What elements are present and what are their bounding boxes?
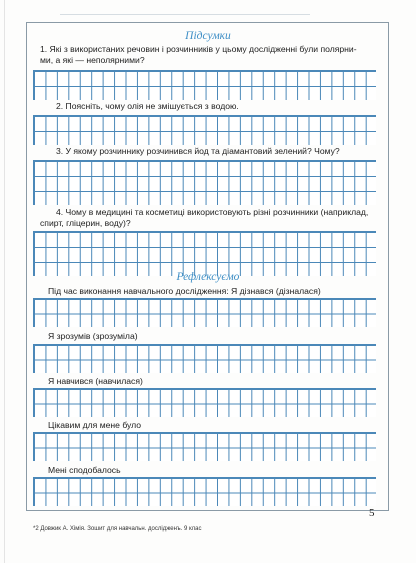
answer-grid-4[interactable] xyxy=(33,231,376,276)
question-4-line-2: спирт, гліцерин, воду)? xyxy=(40,218,131,228)
answer-grid-learned-to[interactable] xyxy=(33,388,376,417)
prompt-understood: Я зрозумів (зрозуміла) xyxy=(48,331,138,341)
answer-grid-understood[interactable] xyxy=(33,344,376,373)
top-strip xyxy=(60,0,310,15)
summary-heading: Підсумки xyxy=(185,30,231,42)
answer-grid-3[interactable] xyxy=(33,160,376,205)
reflection-heading: Рефлексуємо xyxy=(176,271,240,283)
question-1-line-2: ми, а які — неполярними? xyxy=(40,55,145,65)
answer-grid-2[interactable] xyxy=(33,115,376,145)
answer-grid-learned[interactable] xyxy=(33,298,376,327)
answer-grid-liked[interactable] xyxy=(33,477,376,506)
prompt-learned: Під час виконання навчального дослідження: Я дізнався (дізналася) xyxy=(48,286,321,296)
page-number: 5 xyxy=(369,507,375,519)
footer-note: *2 Довжик А. Хімія. Зошит для навчальн. дослідженъ. 9 клас xyxy=(33,526,202,532)
question-4-line-1: 4. Чому в медицині та косметиці використовують різні розчинники (наприклад, xyxy=(56,207,369,217)
prompt-interesting: Цікавим для мене було xyxy=(48,420,142,430)
prompt-liked: Мені сподобалось xyxy=(48,465,121,475)
answer-grid-interesting[interactable] xyxy=(33,432,376,461)
prompt-learned-to: Я навчився (навчилася) xyxy=(48,376,143,386)
question-2: 2. Поясніть, чому олія не змішується з водою. xyxy=(56,101,239,111)
answer-grid-1[interactable] xyxy=(33,70,376,100)
question-3: 3. У якому розчиннику розчинився йод та діамантовий зелений? Чому? xyxy=(56,146,340,156)
question-1-line-1: 1. Які з використаних речовин і розчинників у цьому дослідженні були полярни- xyxy=(40,44,357,54)
